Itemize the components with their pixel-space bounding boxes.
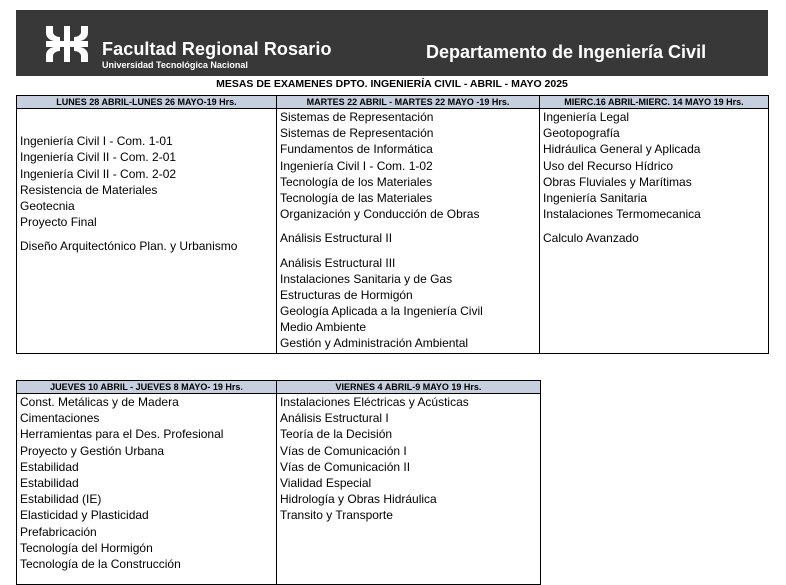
- subject-item: Vías de Comunicación II: [280, 459, 411, 474]
- subject-item: Medio Ambiente: [280, 320, 367, 335]
- subject-item: [20, 109, 276, 125]
- subject-item: Ingeniería Civil I - Com. 1-01: [20, 134, 173, 149]
- subject-item: Vías de Comunicación I: [280, 443, 407, 458]
- column-header-lunes: LUNES 28 ABRIL-LUNES 26 MAYO-19 Hrs.: [17, 96, 277, 109]
- group-spacer: [543, 222, 768, 230]
- subject-item: Instalaciones Termomecanica: [543, 207, 701, 222]
- exam-schedule-table-top: [16, 95, 769, 354]
- subject-item: Prefabricación: [20, 524, 97, 539]
- subject-item: Cimentaciones: [20, 411, 100, 426]
- column-header-martes: MARTES 22 ABRIL - MARTES 22 MAYO -19 Hrs.: [277, 96, 540, 109]
- subject-item: Tecnología de las Materiales: [280, 190, 433, 205]
- subject-item: Diseño Arquitectónico Plan. y Urbanismo: [20, 239, 238, 254]
- subject-item: Fundamentos de Informática: [280, 142, 433, 157]
- subjects-lunes: [17, 109, 277, 354]
- subject-item: Análisis Estructural III: [280, 255, 396, 270]
- column-header-viernes: VIERNES 4 ABRIL-9 MAYO 19 Hrs.: [277, 381, 541, 394]
- subject-item: Gestión y Administración Ambiental: [280, 336, 469, 351]
- subject-item: Estabilidad: [20, 459, 79, 474]
- subject-item: Transito y Transporte: [280, 508, 393, 523]
- subject-item: Sistemas de Representación: [280, 126, 434, 141]
- university-name: Universidad Tecnológica Nacional: [102, 60, 248, 70]
- subject-item: Obras Fluviales y Marítimas: [543, 174, 692, 189]
- subject-item: Teoría de la Decisión: [280, 427, 393, 442]
- subject-item: Calculo Avanzado: [543, 231, 639, 246]
- subject-item: Hidráulica General y Aplicada: [543, 142, 701, 157]
- subject-item: Ingeniería Sanitaria: [543, 190, 648, 205]
- subject-item: Const. Metálicas y de Madera: [20, 395, 179, 409]
- subject-item: Estructuras de Hormigón: [280, 287, 413, 302]
- subject-item: Estabilidad (IE): [20, 492, 102, 507]
- subject-item: Tecnología del Hormigón: [20, 540, 153, 555]
- group-spacer: [280, 247, 539, 255]
- department-name: Departamento de Ingeniería Civil: [426, 42, 707, 62]
- subject-item: Herramientas para el Des. Profesional: [20, 427, 224, 442]
- subjects-jueves: [17, 394, 277, 585]
- subject-item: Organización y Conducción de Obras: [280, 207, 480, 222]
- subject-item: Sistemas de Representación: [280, 110, 434, 124]
- subject-item: Hidrología y Obras Hidráulica: [280, 492, 437, 507]
- subject-item: Instalaciones Eléctricas y Acústicas: [280, 395, 469, 409]
- group-spacer: [20, 230, 276, 238]
- subjects-viernes: [277, 394, 541, 585]
- subject-item: Elasticidad y Plasticidad: [20, 508, 149, 523]
- subject-item: Geología Aplicada a la Ingeniería Civil: [280, 304, 483, 319]
- subject-item: Tecnología de los Materiales: [280, 174, 433, 189]
- subjects-miercoles: [540, 109, 769, 354]
- subjects-martes: [277, 109, 540, 354]
- institution-name: Facultad Regional Rosario: [102, 39, 332, 59]
- subject-item: Ingeniería Civil II - Com. 2-02: [20, 166, 177, 181]
- utn-logo-icon: [46, 26, 88, 62]
- subject-item: Geotecnia: [20, 198, 75, 213]
- document-title: MESAS DE EXAMENES DPTO. INGENIERÍA CIVIL - ABRIL - MAYO 2025: [216, 78, 568, 90]
- column-header-miercoles: MIERC.16 ABRIL-MIERC. 14 MAYO 19 Hrs.: [540, 96, 769, 109]
- subject-item: Proyecto y Gestión Urbana: [20, 443, 165, 458]
- group-spacer: [280, 222, 539, 230]
- exam-schedule-table-bottom: [16, 380, 541, 585]
- subject-item: Análisis Estructural I: [280, 411, 389, 426]
- subject-item: Ingeniería Civil II - Com. 2-01: [20, 150, 177, 165]
- group-spacer: [20, 125, 276, 133]
- subject-item: Ingeniería Civil I - Com. 1-02: [280, 158, 433, 173]
- subject-item: Resistencia de Materiales: [20, 182, 158, 197]
- subject-item: Vialidad Especial: [280, 475, 372, 490]
- subject-item: Uso del Recurso Hídrico: [543, 158, 674, 173]
- subject-item: Instalaciones Sanitaria y de Gas: [280, 271, 453, 286]
- subject-item: Tecnología de la Construcción: [20, 556, 181, 571]
- header-banner: [16, 10, 768, 76]
- subject-item: Proyecto Final: [20, 215, 97, 230]
- subject-item: Análisis Estructural II: [280, 231, 393, 246]
- subject-item: Ingeniería Legal: [543, 110, 630, 124]
- column-header-jueves: JUEVES 10 ABRIL - JUEVES 8 MAYO- 19 Hrs.: [17, 381, 277, 394]
- subject-item: Geotopografía: [543, 126, 620, 141]
- subject-item: Estabilidad: [20, 475, 79, 490]
